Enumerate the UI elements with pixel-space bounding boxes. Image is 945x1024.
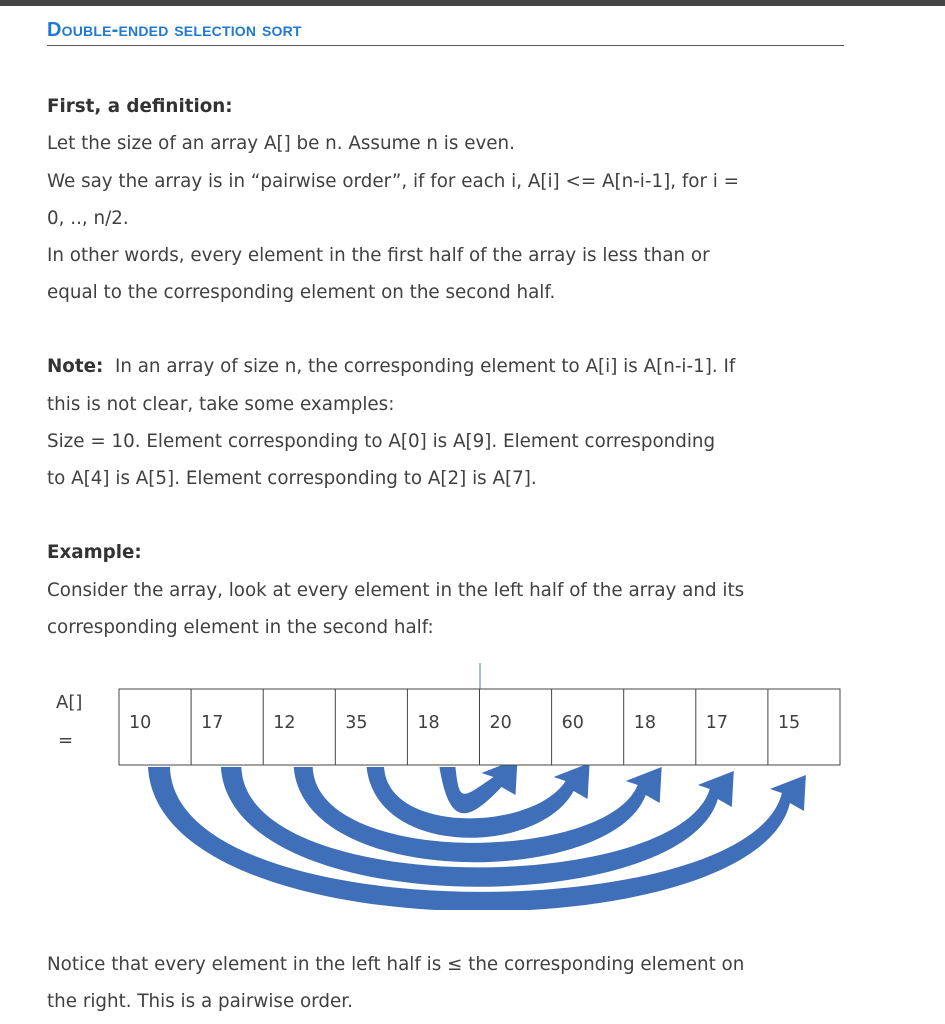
array-cell-value: 10 <box>129 713 152 733</box>
definition-line: In other words, every element in the first half of the array is less than or <box>47 245 710 266</box>
array-cell-value: 18 <box>633 713 656 733</box>
pair-arrow <box>294 767 662 862</box>
example-line: Consider the array, look at every element in the left half of the array and its <box>47 580 745 601</box>
definition-line: Let the size of an array A[] be n. Assume n is even. <box>47 133 515 154</box>
note-line: to A[4] is A[5]. Element corresponding to A[2] is A[7]. <box>47 468 537 489</box>
array-label: A[] <box>56 692 83 713</box>
definition-line: We say the array is in “pairwise order”, if for each i, A[i] <= A[n-i-1], for i = <box>47 171 739 192</box>
conclusion-line: Notice that every element in the left half is ≤ the corresponding element on <box>47 954 745 975</box>
array-cell-value: 15 <box>777 713 801 733</box>
definition-heading: First, a definition: <box>47 96 233 117</box>
note-text: In an array of size n, the corresponding element to A[i] is A[n-i-1]. If <box>114 356 736 377</box>
array-cell-value: 17 <box>705 713 729 733</box>
note-line <box>47 356 735 378</box>
example-heading: Example: <box>47 542 142 563</box>
pair-arrow <box>439 759 517 813</box>
array-cell-value: 35 <box>345 713 368 733</box>
note-line: Size = 10. Element corresponding to A[0] is A[9]. Element corresponding <box>47 431 716 452</box>
conclusion-line: the right. This is a pairwise order. <box>47 991 353 1012</box>
array-diagram <box>0 660 945 910</box>
definition-line: equal to the corresponding element on the second half. <box>47 282 556 303</box>
top-bar <box>0 0 945 6</box>
array-cell-value: 12 <box>273 713 296 733</box>
array-cell-value: 17 <box>201 713 224 733</box>
definition-line: 0, .., n/2. <box>47 208 129 229</box>
note-label: Note: <box>47 356 104 377</box>
note-line: this is not clear, take some examples: <box>47 394 395 415</box>
section-title: Double-ended selection sort <box>47 19 302 41</box>
array-cell-value: 18 <box>417 713 440 733</box>
array-label-equals: = <box>58 730 74 751</box>
example-line: corresponding element in the second half: <box>47 617 434 638</box>
title-divider <box>47 45 844 46</box>
array-cell-value: 60 <box>561 713 584 733</box>
pair-arrows <box>148 759 806 910</box>
array-cell-value: 20 <box>489 713 512 733</box>
array-cells <box>119 689 840 765</box>
